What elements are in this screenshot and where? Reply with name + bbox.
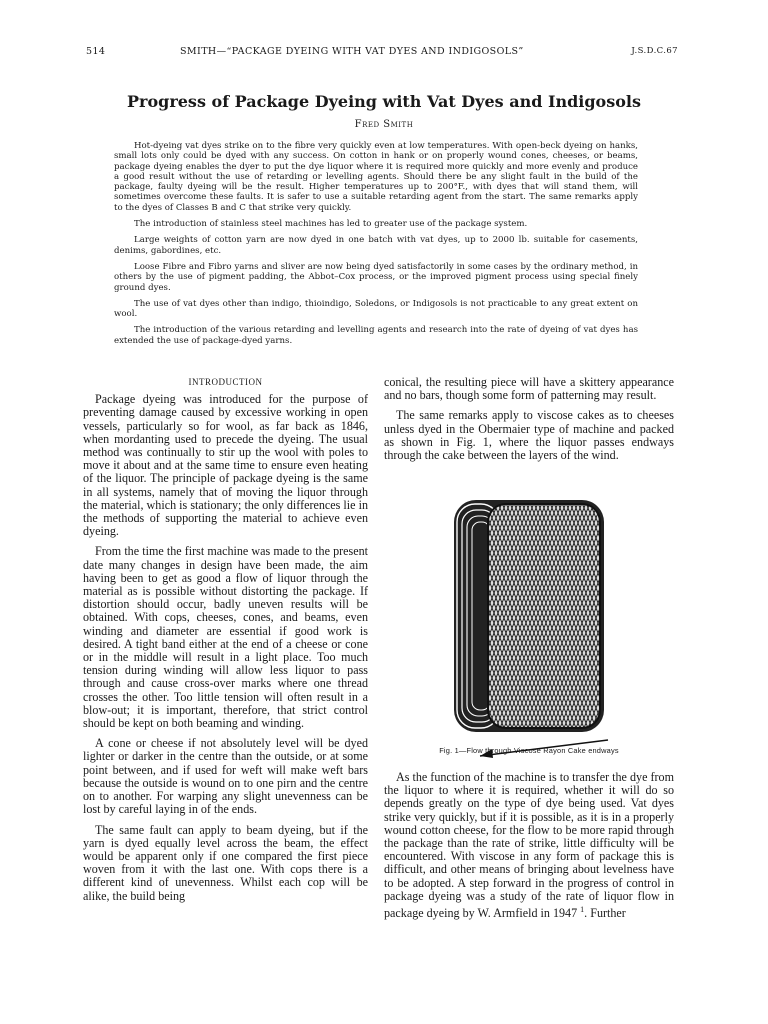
abstract [114,141,638,352]
abstract-paragraph: Loose Fibre and Fibro yarns and sliver are now being dyed satisfactorily in some cases by the ordinary method, in others by the use of pigment padding, the Abbot–Cox process, or the improved pigment process using special finely ground dyes. [114,261,638,293]
article-title: Progress of Package Dyeing with Vat Dyes and Indigosols [127,92,641,111]
viscose-cake-figure [440,488,620,778]
body-paragraph [384,771,674,920]
abstract-paragraph: The introduction of the various retarding and levelling agents and research into the rate of dyeing of vat dyes has extended the use of package-dyed yarns. [114,325,638,346]
page-number: 514 [86,46,106,57]
author-name: Fred Smith [354,119,414,130]
right-column-top [384,376,674,469]
body-paragraph: A cone or cheese if not absolutely level will be dyed lighter or darker in the centre than the outside, or at some point between, and if used for weft will make weft bars because the outside is wound on to one pirn and the centre on to another. For warping any slight unevenness can be lost by careful laying in of the ends. [83,736,368,817]
journal-abbreviation: J.S.D.C.67 [631,46,678,56]
body-paragraph: conical, the resulting piece will have a skittery appearance and no bars, though some form of patterning may result. [384,375,674,403]
right-column-bottom [384,771,674,927]
section-heading: INTRODUCTION [188,377,263,387]
figure-caption: Fig. 1—Flow through Viscose Rayon Cake endways [439,746,619,755]
reference-marker: 1 [580,905,585,915]
left-column [83,376,368,910]
body-paragraph: From the time the first machine was made to the present date many changes in design have been made, the aim having been to get as good a flow of liquor through the material as is possible without distorting the package. If distortion should occur, badly uneven results will be obtained. With cops, cheeses, cones, and beams, even winding and diameter are essential if good work is desired. A tight band either at the end of a cheese or cone or in the middle will result in a light place. Too much tension during winding will allow less liquor to pass through and cause cross-over marks where one thread crosses the other. Too little tension will often result in a blow-out; it is important, therefore, that strict control should be kept on both beaming and winding. [83,544,368,731]
body-paragraph: The same remarks apply to viscose cakes as to cheeses unless dyed in the Obermaier type of machine and packed as shown in Fig. 1, where the liquor passes endways through the cake between the layers of the wind. [384,408,674,463]
running-header [86,46,678,60]
body-paragraph: Package dyeing was introduced for the purpose of preventing damage caused by excessive working in open vessels, particularly so for wool, as far back as 1846, when mordanting used to precede the dyeing. The usual method was continually to stir up the wool with poles to move it about and at the same time to ensure even heating of the liquor. The principle of package dyeing is the same in all systems, namely that of moving the liquor through the material, which is stationary; the only differences lie in the methods of supporting the material to achieve even dyeing. [83,392,368,539]
paragraph-tail: . Further [584,906,626,921]
body-paragraph: The same fault can apply to beam dyeing, but if the yarn is dyed equally level across the beam, the effect would be apparent only if one compared the first piece woven from it with the last one. With cops there is a different kind of unevenness. Whilst each cop will be alike, the build being [83,822,368,903]
paragraph-text: As the function of the machine is to transfer the dye from the liquor to where it is required, whether it will do so depends greatly on the type of dye being used. Vat dyes strike very quickly, but if it is possible, as it is in a properly wound cotton cheese, for the flow to be more rapid through the package than the rate of strike, little difficulty will be encountered. With viscose in any form of package this is difficult, and other means of bringing about levelness have to be adopted. A step forward in the progress of control in package dyeing was a study of the rate of liquor flow in package dyeing by W. Armfield in 1947 [384,770,674,921]
abstract-paragraph: The use of vat dyes other than indigo, thioindigo, Soledons, or Indigosols is not practicable to any great extent on wool. [114,298,638,320]
running-title: SMITH—“PACKAGE DYEING WITH VAT DYES AND INDIGOSOLS” [180,46,524,57]
abstract-paragraph: Large weights of cotton yarn are now dyed in one batch with vat dyes, up to 2000 lb. suitable for casements, denims, gabordines, etc. [114,235,638,256]
abstract-paragraph: The introduction of stainless steel machines has led to greater use of the package system. [134,219,528,230]
abstract-paragraph: Hot-dyeing vat dyes strike on to the fibre very quickly even at low temperatures. With open-beck dyeing on hanks, small lots only could be dyed with any success. On cotton in hank or on properly wound cones, cheeses, or beams, package dyeing enables the dyer to put the dye liquor where it is required more quickly and more evenly and produce a good result without the use of retarding or levelling agents. Should there be any slight fault in the build of the package, faulty dyeing will be the result. Higher temperatures up to 200°F., with dyes that will stand them, will sometimes overcome these faults. It is safer to use a suitable retarding agent from the start. The same remarks apply to the dyes of Classes B and C that strike very quickly. [114,141,638,213]
